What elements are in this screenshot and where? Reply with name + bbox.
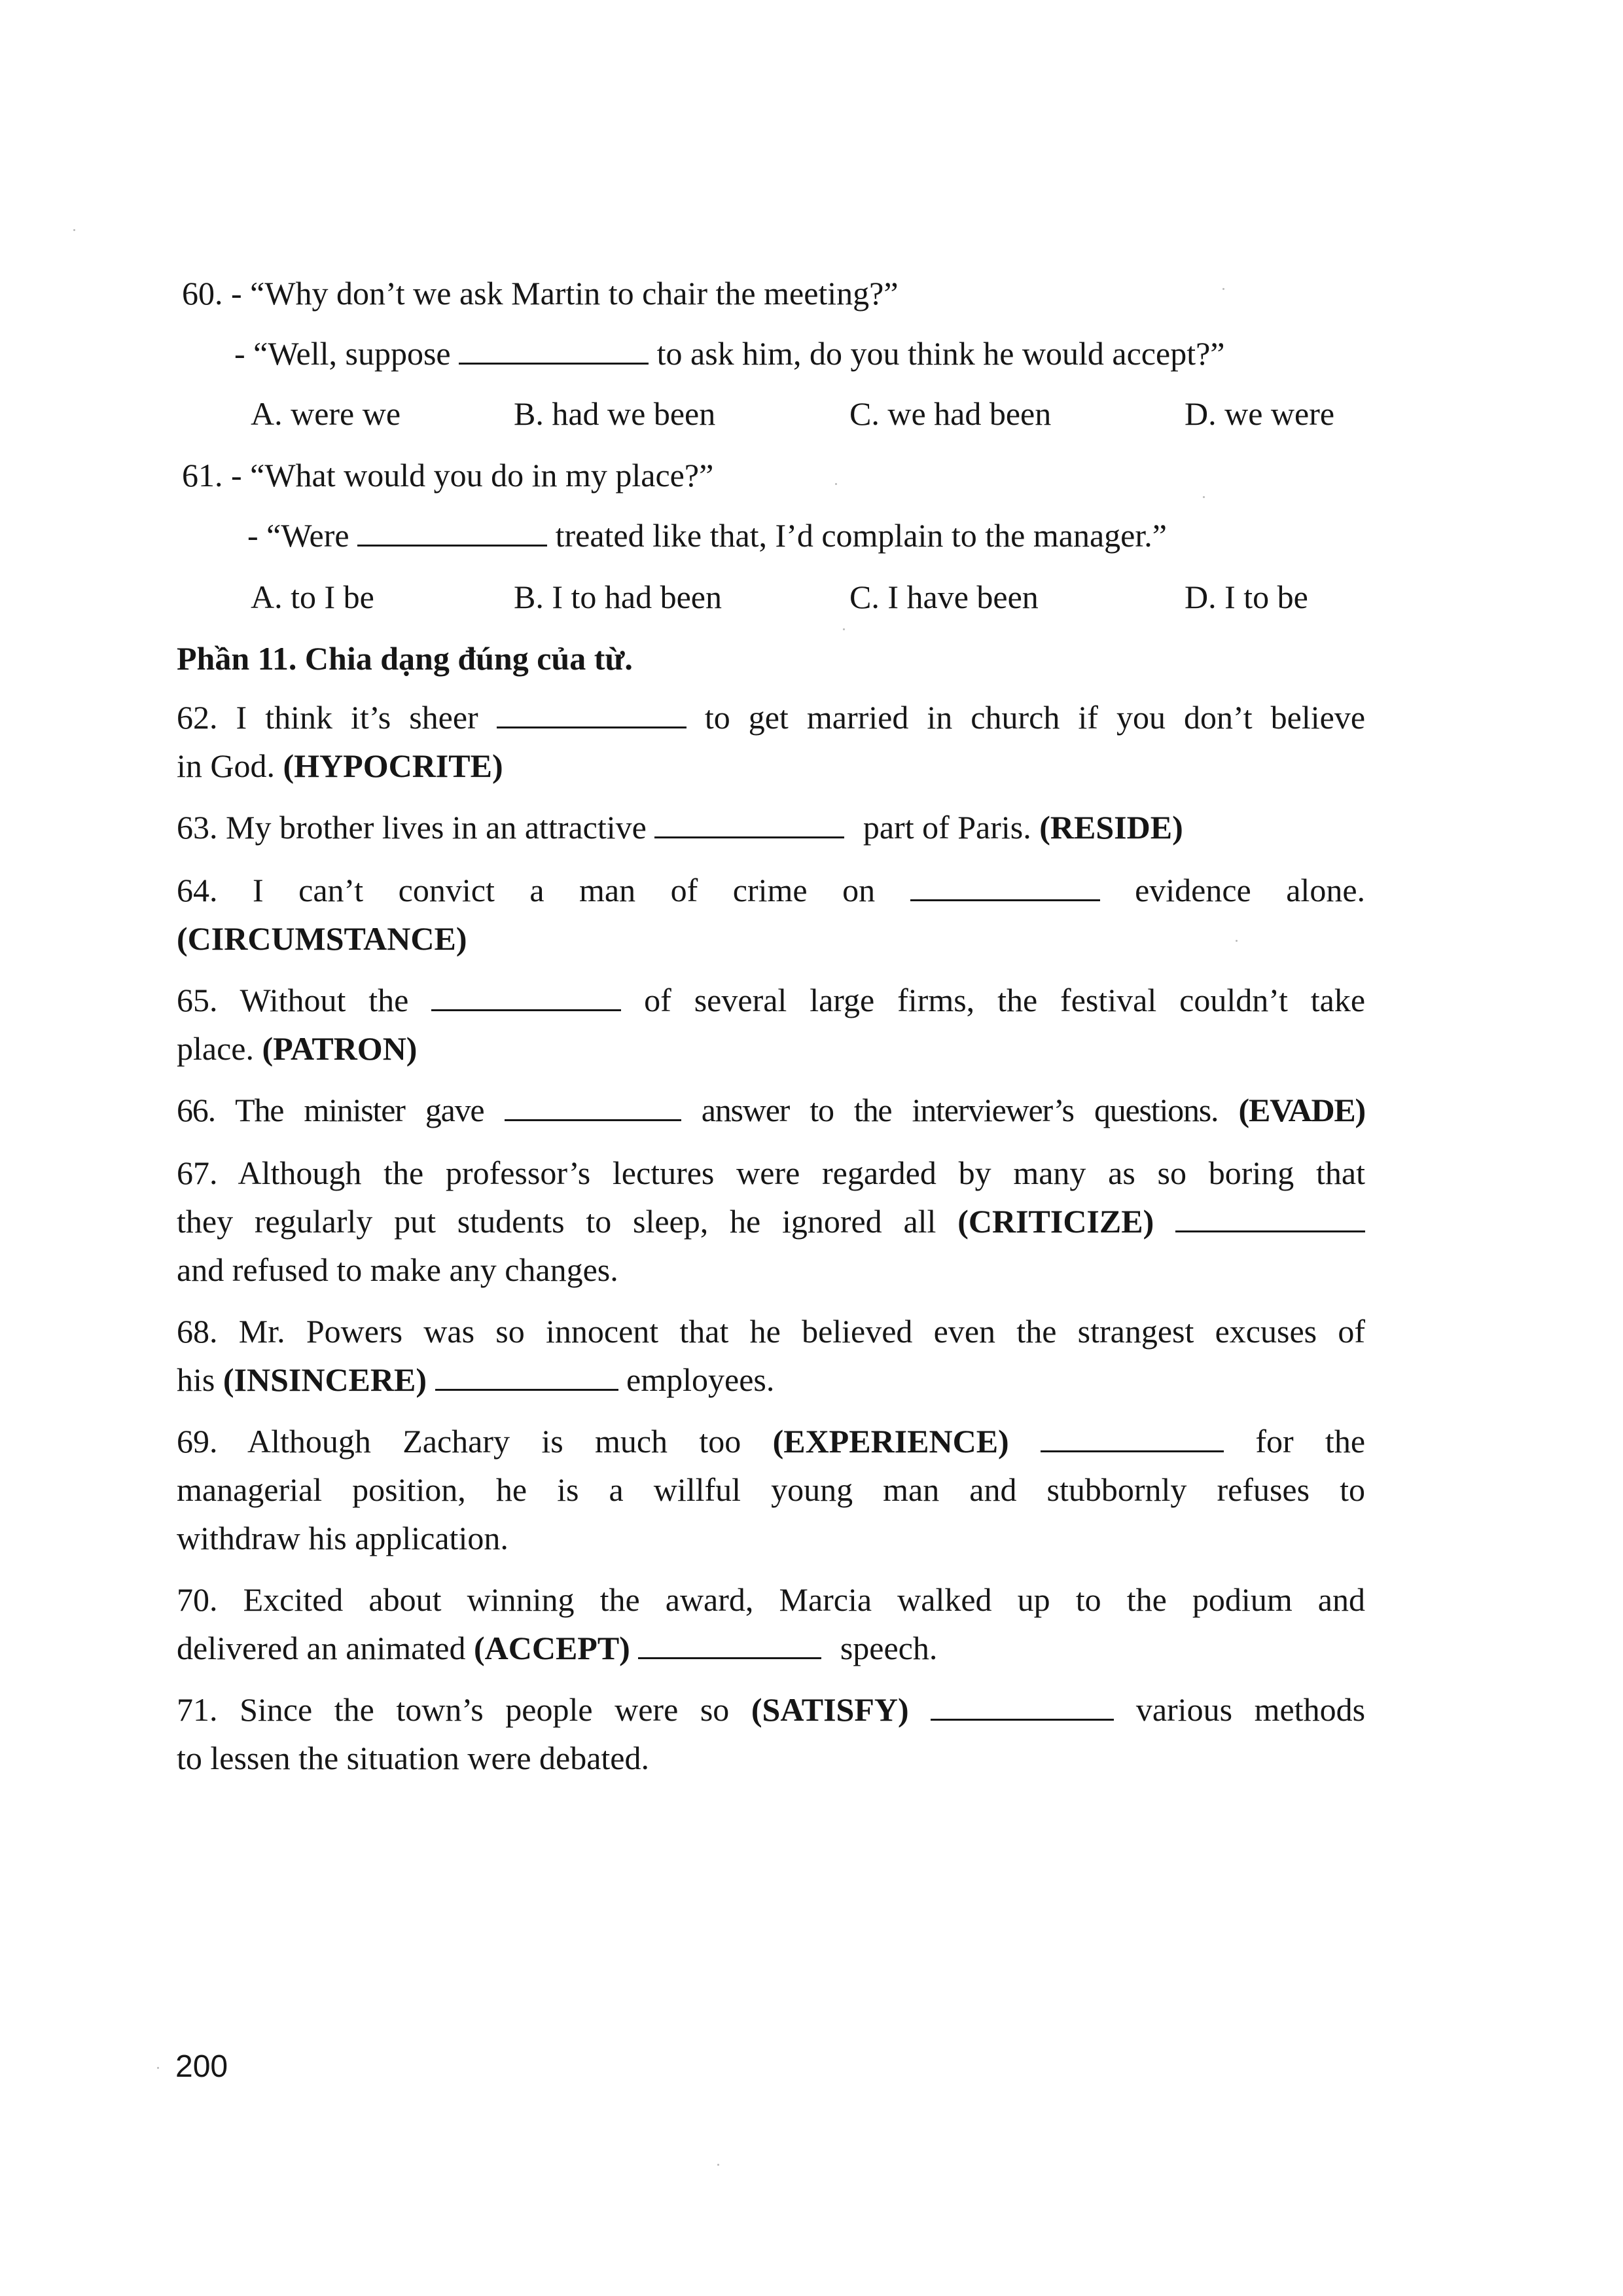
- q67-line3: and refused to make any changes.: [177, 1251, 618, 1288]
- scan-speck: [1222, 288, 1224, 290]
- q60-prompt: - “Why don’t we ask Martin to chair the meeting?”: [231, 275, 899, 312]
- scan-speck: [73, 229, 75, 231]
- q60-option-c[interactable]: C. we had been: [849, 395, 1052, 432]
- q66-answer-blank[interactable]: [505, 1093, 681, 1121]
- q70-keyword: (ACCEPT): [473, 1630, 630, 1666]
- q60-number: 60.: [182, 275, 223, 312]
- q64-answer-blank[interactable]: [910, 873, 1100, 901]
- page-number: 200: [175, 2049, 228, 2084]
- q65-line1: 65. Without the of several large firms, the festival couldn’t take: [177, 982, 1366, 1018]
- scan-speck: [1236, 940, 1238, 942]
- q67-line1: 67. Although the professor’s lectures were regarded by many as so boring that: [177, 1155, 1365, 1191]
- q60-option-a[interactable]: A. were we: [251, 395, 401, 432]
- q61-line1: [182, 456, 713, 495]
- q71-line1: 71. Since the town’s people were so (SATISFY) various methods: [177, 1691, 1366, 1728]
- q64-keyword: (CIRCUMSTANCE): [177, 920, 467, 957]
- scan-speck: [1203, 496, 1205, 498]
- q70-answer-blank[interactable]: [638, 1631, 821, 1659]
- q69-line1: 69. Although Zachary is much too (EXPERIENCE) for the: [177, 1423, 1366, 1460]
- q66-keyword: (EVADE): [1238, 1092, 1365, 1128]
- q71-keyword: (SATISFY): [751, 1691, 909, 1728]
- q68-line2: his (INSINCERE) employees.: [177, 1361, 775, 1398]
- q62-line1: 62. I think it’s sheer to get married in church if you don’t believe: [177, 699, 1366, 736]
- scan-speck: [835, 483, 837, 485]
- q70-line2: delivered an animated (ACCEPT) speech.: [177, 1630, 938, 1666]
- q71-line2: to lessen the situation were debated.: [177, 1740, 649, 1776]
- q61-option-a[interactable]: A. to I be: [251, 579, 374, 615]
- q60-option-d[interactable]: D. we were: [1185, 395, 1335, 432]
- q65-keyword: (PATRON): [262, 1030, 418, 1067]
- q66-line: 66. The minister gave answer to the interviewer’s questions. (EVADE): [177, 1092, 1365, 1128]
- q61-option-d[interactable]: D. I to be: [1185, 579, 1308, 615]
- q70-line1: 70. Excited about winning the award, Marcia walked up to the podium and: [177, 1581, 1365, 1618]
- q68-keyword: (INSINCERE): [223, 1361, 427, 1398]
- q69-answer-blank[interactable]: [1041, 1424, 1224, 1452]
- q68-answer-blank[interactable]: [435, 1363, 618, 1391]
- q63-keyword: (RESIDE): [1039, 809, 1183, 846]
- q61-option-b[interactable]: B. I to had been: [514, 579, 722, 615]
- q67-line2: they regularly put students to sleep, he ignored all (CRITICIZE): [177, 1202, 1365, 1241]
- q62-keyword: (HYPOCRITE): [283, 747, 503, 784]
- scan-speck: [157, 2067, 159, 2069]
- q64-line1: 64. I can’t convict a man of crime on evidence alone.: [177, 872, 1366, 908]
- q61-option-c[interactable]: C. I have been: [849, 579, 1039, 615]
- q62-answer-blank[interactable]: [497, 700, 687, 728]
- q60-line1: [182, 274, 899, 313]
- q67-answer-blank[interactable]: [1175, 1204, 1365, 1232]
- q62-line2: in God. (HYPOCRITE): [177, 747, 503, 784]
- q69-keyword: (EXPERIENCE): [772, 1423, 1009, 1460]
- q60-line2: - “Well, suppose to ask him, do you think he would accept?”: [234, 335, 1225, 372]
- q63-answer-blank[interactable]: [654, 810, 844, 838]
- q68-line1: 68. Mr. Powers was so innocent that he believed even the strangest excuses of: [177, 1313, 1365, 1350]
- section-heading: Phần 11. Chia dạng đúng của từ.: [177, 640, 633, 677]
- q60-answer-blank[interactable]: [459, 336, 649, 365]
- q61-prompt: - “What would you do in my place?”: [231, 457, 714, 493]
- q69-line3: withdraw his application.: [177, 1520, 508, 1556]
- scan-speck: [843, 628, 845, 630]
- q67-keyword: (CRITICIZE): [957, 1203, 1154, 1240]
- q61-line2: - “Were treated like that, I’d complain to the manager.”: [247, 517, 1167, 554]
- scan-speck: [717, 2164, 719, 2166]
- q60-option-b[interactable]: B. had we been: [514, 395, 716, 432]
- q63-line: 63. My brother lives in an attractive part of Paris. (RESIDE): [177, 809, 1183, 846]
- q61-answer-blank[interactable]: [357, 518, 547, 547]
- q71-answer-blank[interactable]: [931, 1693, 1114, 1721]
- q69-line2: managerial position, he is a willful young man and stubbornly refuses to: [177, 1471, 1365, 1508]
- q65-line2: place. (PATRON): [177, 1030, 418, 1067]
- q61-number: 61.: [182, 457, 223, 493]
- q65-answer-blank[interactable]: [431, 983, 621, 1011]
